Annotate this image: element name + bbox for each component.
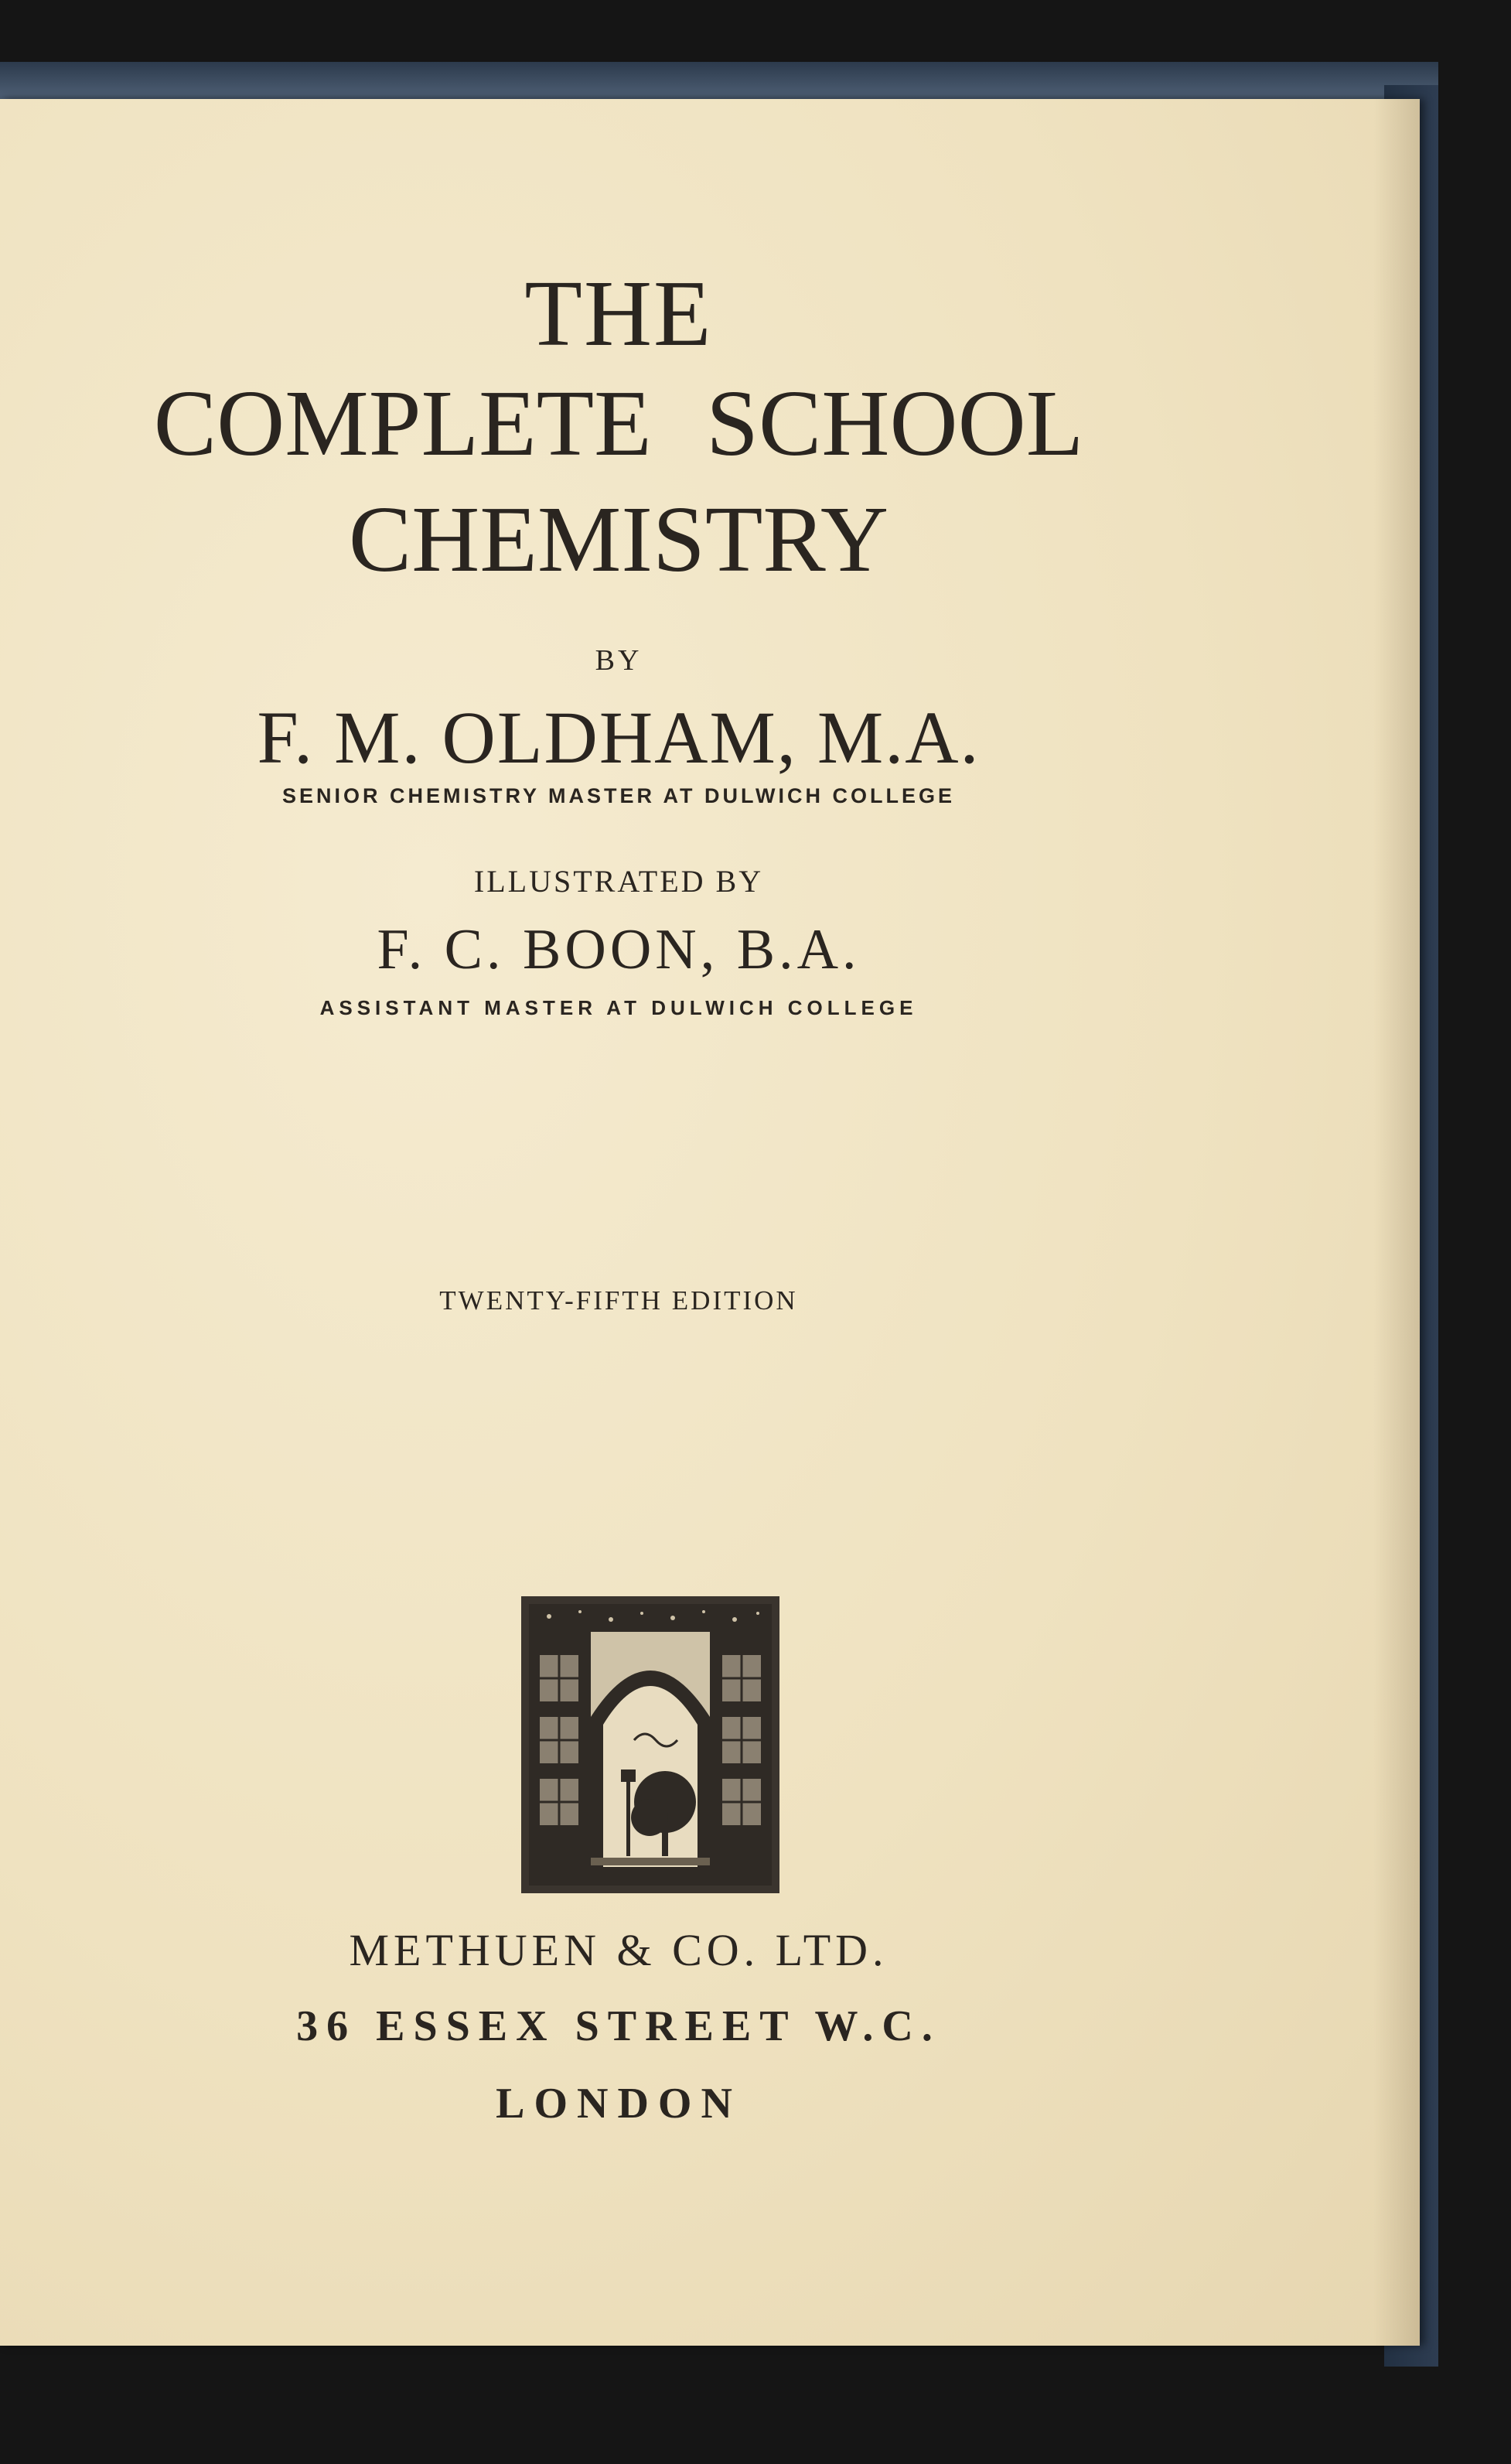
publisher-name: METHUEN & CO. LTD. xyxy=(349,1925,889,1975)
edition-statement: TWENTY-FIFTH EDITION xyxy=(439,1285,798,1316)
illustrated-by-label: ILLUSTRATED BY xyxy=(473,864,764,899)
illustrator-name: F. C. BOON, B.A. xyxy=(377,918,861,981)
illustrator-affiliation: ASSISTANT MASTER AT DULWICH COLLEGE xyxy=(319,996,918,1019)
by-label: BY xyxy=(595,644,643,677)
title-line-2: COMPLETE SCHOOL xyxy=(153,371,1084,476)
publisher-address: 36 ESSEX STREET W.C. xyxy=(296,2002,941,2050)
title-line-3: CHEMISTRY xyxy=(348,487,889,592)
title-line-1: THE xyxy=(524,261,713,366)
author-name: F. M. OLDHAM, M.A. xyxy=(257,696,981,779)
author-affiliation: SENIOR CHEMISTRY MASTER AT DULWICH COLLEGE xyxy=(281,784,955,807)
publisher-city: LONDON xyxy=(496,2080,742,2128)
title-page xyxy=(0,99,1420,2346)
doorway-colophon-icon xyxy=(518,1593,783,1896)
